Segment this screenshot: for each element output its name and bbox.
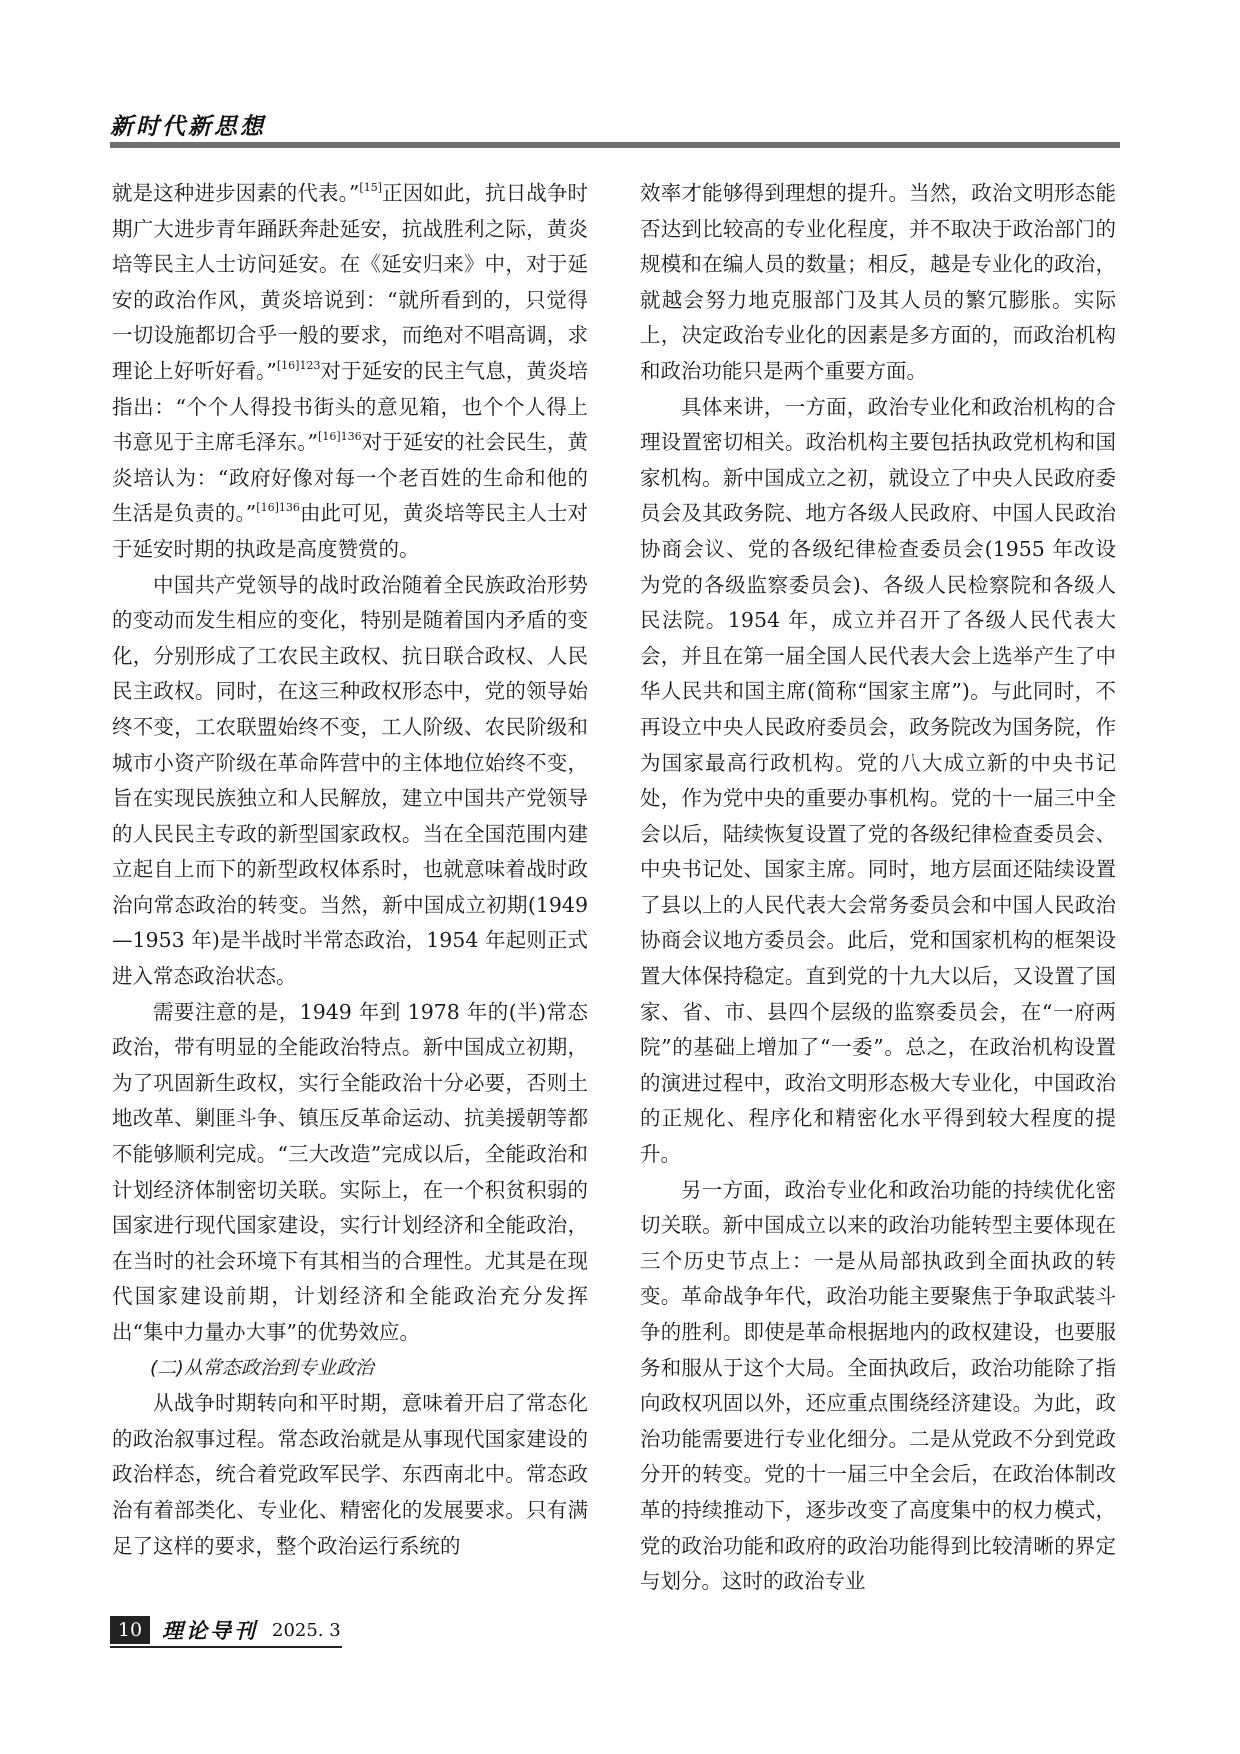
header-rule: [110, 142, 1120, 148]
citation: [15]: [359, 181, 383, 194]
page-number: 10: [110, 1616, 150, 1644]
paragraph: 需要注意的是，1949 年到 1978 年的(半)常态政治，带有明显的全能政治特点。新中国成立初期，为了巩固新生政权，实行全能政治十分必要，否则土地改革、剿匪斗争、镇压反革命运动、抗美援朝等都不能够顺利完成。“三大改造”完成以后，全能政治和计划经济体制密切关联。实际上，在一个积贫积弱的国家进行现代国家建设，实行计划经济和全能政治，在当时的社会环境下有其相当的合理性。尤其是在现代国家建设前期，计划经济和全能政治充分发挥出“集中力量办大事”的优势效应。: [112, 999, 588, 1344]
issue-number: 2025. 3: [272, 1619, 341, 1641]
left-column: [112, 176, 588, 1564]
paragraph: 具体来讲，一方面，政治专业化和政治机构的合理设置密切相关。政治机构主要包括执政党机构和国家机构。新中国成立之初，就设立了中央人民政府委员会及其政务院、地方各级人民政府、中国人民政治协商会议、党的各级纪律检查委员会(1955 年改设为党的各级监察委员会)、各级人民检察院和各级人民法院。1954 年，成立并召开了各级人民代表大会，并且在第一届全国人民代表大会上选举产生了中华人民共和国主席(简称“国家主席”)。与此同时，不再设立中央人民政府委员会，政务院改为国务院，作为国家最高行政机构。党的八大成立新的中央书记处，作为党中央的重要办事机构。党的十一届三中全会以后，陆续恢复设置了党的各级纪律检查委员会、中央书记处、国家主席。同时，地方层面还陆续设置了县以上的人民代表大会常务委员会和中国人民政治协商会议地方委员会。此后，党和国家机构的框架设置大体保持稳定。直到党的十九大以后，又设置了国家、省、市、县四个层级的监察委员会，在“一府两院”的基础上增加了“一委”。总之，在政治机构设置的演进过程中，政治文明形态极大专业化，中国政治的正规化、程序化和精密化水平得到较大程度的提升。: [640, 394, 1116, 1167]
running-header-title: 新时代新思想: [110, 114, 266, 140]
paragraph: 另一方面，政治专业化和政治功能的持续优化密切关联。新中国成立以来的政治功能转型主要体现在三个历史节点上：一是从局部执政到全面执政的转变。革命战争年代，政治功能主要聚焦于争取武装斗争的胜利。即使是革命根据地内的政权建设，也要服务和服从于这个大局。全面执政后，政治功能除了指向政权巩固以外，还应重点围绕经济建设。为此，政治功能需要进行专业化细分。二是从党政不分到党政分开的转变。党的十一届三中全会后，在政治体制改革的持续推动下，逐步改变了高度集中的权力模式，党的政治功能和政府的政治功能得到比较清晰的界定与划分。这时的政治专业: [640, 1177, 1116, 1594]
paragraph: 从战争时期转向和平时期，意味着开启了常态化的政治叙事过程。常态政治就是从事现代国家建设的政治样态，统合着党政军民学、东西南北中。常态政治有着部类化、专业化、精密化的发展要求。只有满足了这样的要求，整个政治运行系统的: [112, 1391, 588, 1558]
citation: [16]123: [276, 358, 321, 372]
citation: [16]136: [318, 430, 362, 444]
paragraph: 效率才能够得到理想的提升。当然，政治文明形态能否达到比较高的专业化程度，并不取决于政治部门的规模和在编人员的数量；相反，越是专业化的政治，就越会努力地克服部门及其人员的繁冗膨胀。实际上，决定政治专业化的因素是多方面的，而政治机构和政治功能只是两个重要方面。: [640, 181, 1116, 383]
citation: [16]136: [256, 501, 300, 515]
paragraph: 就是这种进步因素的代表。”[15]正因如此，抗日战争时期广大进步青年踊跃奔赴延安，抗战胜利之际，黄炎培等民主人士访问延安。在《延安归来》中，对于延安的政治作风，黄炎培说到：“就所看到的，只觉得一切设施都切合乎一般的要求，而绝对不唱高调，求理论上好听好看。”$^{[16]123}$对于延安的民主气息，黄炎培指出：“个个人得投书街头的意见箱，也个个人得上书意见于主席毛泽东。”$^{[16]136}$对于延安的社会民生，黄炎培认为：“政府好像对每一个老百姓的生命和他的生活是负责的。”$^{[16]136}$由此可见，黄炎培等民主人士对于延安时期的执政是高度赞赏的。: [112, 181, 589, 561]
paragraph: 中国共产党领导的战时政治随着全民族政治形势的变动而发生相应的变化，特别是随着国内矛盾的变化，分别形成了工农民主政权、抗日联合政权、人民民主政权。同时，在这三种政权形态中，党的领导始终不变，工农联盟始终不变，工人阶级、农民阶级和城市小资产阶级在革命阵营中的主体地位始终不变，旨在实现民族独立和人民解放，建立中国共产党领导的人民民主专政的新型国家政权。当在全国范围内建立起自上而下的新型政权体系时，也就意味着战时政治向常态政治的转变。当然，新中国成立初期(1949—1953 年)是半战时半常态政治，1954 年起则正式进入常态政治状态。: [112, 572, 588, 989]
section-subheading: (二)从常态政治到专业政治: [150, 1356, 374, 1379]
journal-name: 理论导刊: [162, 1619, 258, 1643]
page-footer: [110, 1614, 342, 1648]
right-column: [640, 176, 1116, 1600]
